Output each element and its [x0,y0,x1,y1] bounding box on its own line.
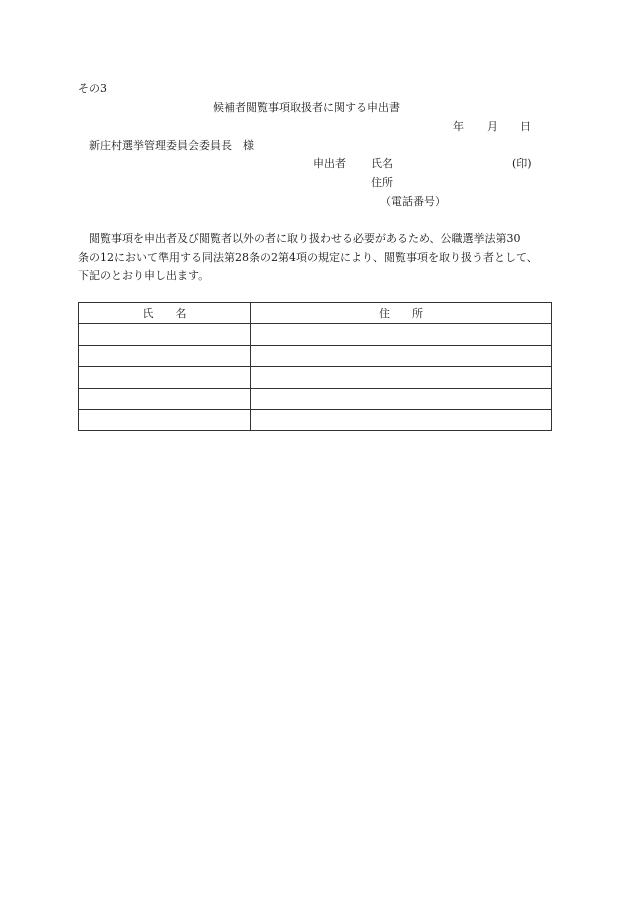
address-cell[interactable] [251,388,552,409]
table-row [79,409,552,430]
header-address: 住 所 [251,303,552,324]
header-name: 氏 名 [79,303,251,324]
table-header-row [79,303,552,324]
address-cell[interactable] [251,409,552,430]
document-title: 候補者閲覧事項取扱者に関する申出書 [213,101,400,114]
applicant-label: 申出者 [313,157,346,170]
handler-table [78,302,552,431]
name-cell[interactable] [79,345,251,366]
address-label: 住所 [371,176,393,189]
name-label: 氏名 [371,157,393,170]
body-paragraph [78,230,554,286]
table-row [79,367,552,388]
date-month: 月 [487,120,498,133]
phone-label: （電話番号） [380,195,446,208]
seal-mark: (印) [512,157,532,170]
table-row [79,388,552,409]
address-cell[interactable] [251,324,552,345]
body-line: 閲覧事項を申出者及び閲覧者以外の者に取り扱わせる必要があるため、公職選挙法第30 [78,232,521,245]
body-line: 条の12において準用する同法第28条の2第4項の規定により、閲覧事項を取り扱う者として、 [78,250,538,264]
date-day: 日 [520,120,531,133]
addressee: 新庄村選挙管理委員会委員長 様 [89,139,254,152]
address-cell[interactable] [251,367,552,388]
date-year: 年 [453,120,464,133]
name-cell[interactable] [79,409,251,430]
table-row [79,324,552,345]
name-cell[interactable] [79,388,251,409]
address-cell[interactable] [251,345,552,366]
table-row [79,345,552,366]
name-cell[interactable] [79,367,251,388]
body-line: 下記のとおり申し出ます。 [78,269,210,282]
form-number: その3 [78,82,107,95]
name-cell[interactable] [79,324,251,345]
